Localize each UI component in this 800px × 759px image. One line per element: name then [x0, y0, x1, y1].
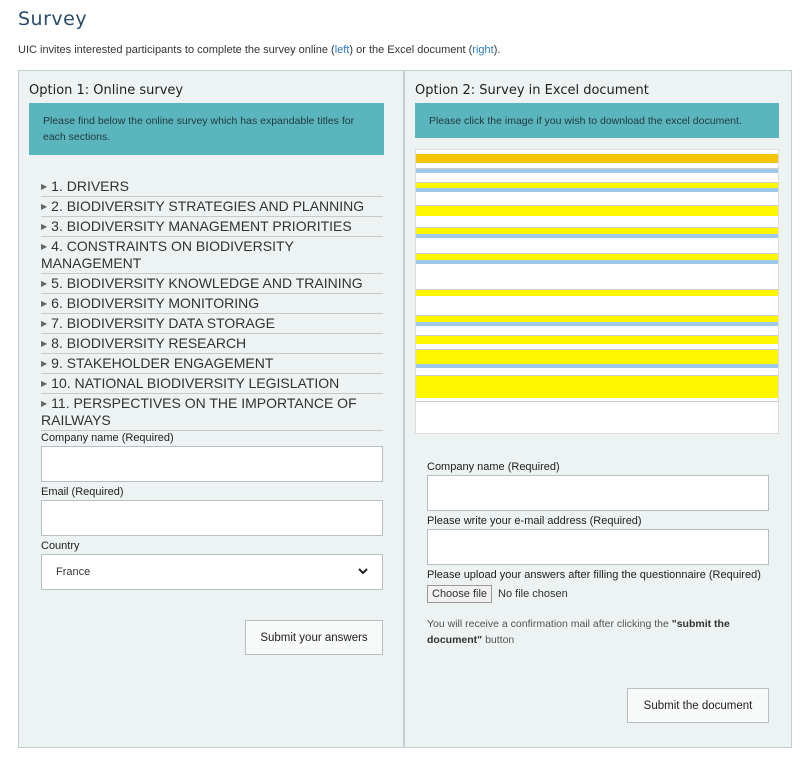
- excel-survey-panel: [405, 71, 791, 747]
- excel-survey-info: Please click the image if you wish to download the excel document.: [415, 103, 779, 138]
- section-priorities[interactable]: ▶ 3. BIODIVERSITY MANAGEMENT PRIORITIES: [41, 217, 383, 237]
- section-stakeholder[interactable]: ▶ 9. STAKEHOLDER ENGAGEMENT: [41, 354, 383, 374]
- triangle-right-icon: ▶: [41, 359, 48, 368]
- triangle-right-icon: ▶: [41, 319, 48, 328]
- section-strategies[interactable]: ▶ 2. BIODIVERSITY STRATEGIES AND PLANNING: [41, 197, 383, 217]
- triangle-right-icon: ▶: [41, 299, 48, 308]
- excel-email-input[interactable]: [427, 529, 769, 565]
- section-list: [41, 177, 383, 431]
- right-link[interactable]: right: [472, 44, 494, 56]
- section-perspectives[interactable]: ▶ 11. PERSPECTIVES ON THE IMPORTANCE OF RAILWAYS: [41, 394, 383, 431]
- excel-document-image[interactable]: [415, 149, 779, 434]
- submit-document-button[interactable]: Submit the document: [627, 688, 769, 723]
- triangle-right-icon: ▶: [41, 222, 48, 231]
- country-select[interactable]: France: [41, 554, 383, 590]
- country-label: Country: [41, 540, 80, 552]
- excel-company-label: Company name (Required): [427, 461, 560, 473]
- excel-survey-title: Option 2: Survey in Excel document: [415, 83, 649, 98]
- upload-label: Please upload your answers after filling the questionnaire (Required): [427, 569, 761, 581]
- confirmation-note: You will receive a confirmation mail after clicking the "submit the document" button: [427, 618, 730, 646]
- email-label: Email (Required): [41, 486, 124, 498]
- section-research[interactable]: ▶ 8. BIODIVERSITY RESEARCH: [41, 334, 383, 354]
- triangle-right-icon: ▶: [41, 182, 48, 191]
- triangle-right-icon: ▶: [41, 279, 48, 288]
- section-monitoring[interactable]: ▶ 6. BIODIVERSITY MONITORING: [41, 294, 383, 314]
- no-file-text: No file chosen: [498, 588, 568, 600]
- left-link[interactable]: left: [334, 44, 350, 56]
- choose-file-button[interactable]: Choose file: [427, 585, 492, 603]
- submit-answers-button[interactable]: Submit your answers: [245, 620, 383, 655]
- online-survey-title: Option 1: Online survey: [29, 83, 184, 98]
- section-knowledge[interactable]: ▶ 5. BIODIVERSITY KNOWLEDGE AND TRAINING: [41, 274, 383, 294]
- triangle-right-icon: ▶: [41, 202, 48, 211]
- triangle-right-icon: ▶: [41, 339, 48, 348]
- online-survey-info: Please find below the online survey which has expandable titles for each sections.: [29, 103, 384, 155]
- triangle-right-icon: ▶: [41, 379, 48, 388]
- section-constraints[interactable]: ▶ 4. CONSTRAINTS ON BIODIVERSITY MANAGEMENT: [41, 237, 383, 274]
- online-survey-panel: [19, 71, 405, 747]
- section-data-storage[interactable]: ▶ 7. BIODIVERSITY DATA STORAGE: [41, 314, 383, 334]
- page-title: Survey: [18, 8, 88, 30]
- email-input[interactable]: [41, 500, 383, 536]
- section-drivers[interactable]: ▶ 1. DRIVERS: [41, 177, 383, 197]
- survey-panels: [18, 70, 792, 748]
- triangle-right-icon: ▶: [41, 399, 48, 408]
- chevron-down-icon: [358, 566, 368, 578]
- excel-email-label: Please write your e-mail address (Required): [427, 515, 642, 527]
- company-label: Company name (Required): [41, 432, 174, 444]
- excel-company-input[interactable]: [427, 475, 769, 511]
- file-upload: [427, 585, 568, 603]
- triangle-right-icon: ▶: [41, 242, 48, 251]
- intro-text: UIC invites interested participants to complete the survey online (left) or the Excel document (right).: [18, 44, 501, 56]
- section-legislation[interactable]: ▶ 10. NATIONAL BIODIVERSITY LEGISLATION: [41, 374, 383, 394]
- company-input[interactable]: [41, 446, 383, 482]
